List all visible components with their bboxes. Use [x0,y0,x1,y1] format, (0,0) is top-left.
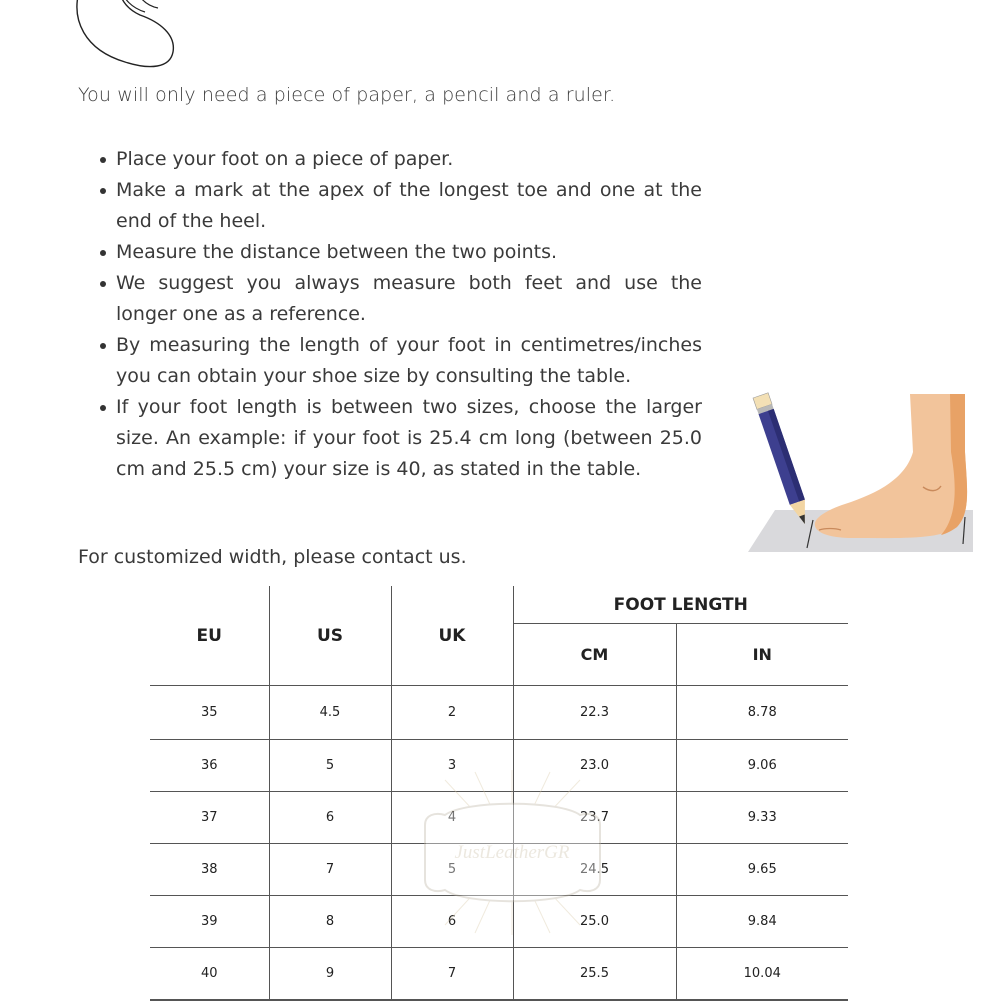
table-row [150,896,848,948]
cell-in: 9.65 [676,844,848,896]
cell-uk: 5 [391,844,513,896]
list-item: By measuring the length of your foot in centimetres/inches you can obtain your shoe size by consulting the table. [98,330,702,392]
header-us: US [269,586,391,686]
instructions-list [98,144,702,485]
list-item: If your foot length is between two sizes, choose the larger size. An example: if your foot is 25.4 cm long (between 25.0 cm and 25.5 cm) your size is 40, as stated in the table. [98,392,702,485]
table-row [150,844,848,896]
table-row [150,686,848,740]
shoe-sketch-icon [40,0,210,75]
contact-text: For customized width, please contact us. [78,546,467,568]
cell-us: 4.5 [269,686,391,740]
header-foot-length: FOOT LENGTH [513,586,848,624]
cell-uk: 3 [391,740,513,792]
cell-in: 10.04 [676,948,848,1000]
cell-in: 9.33 [676,792,848,844]
cell-uk: 4 [391,792,513,844]
watermark-text: JustLeatherGR [454,842,570,863]
cell-us: 8 [269,896,391,948]
foot-measuring-pencil-icon [745,392,973,554]
cell-uk: 6 [391,896,513,948]
cell-uk: 2 [391,686,513,740]
cell-us: 9 [269,948,391,1000]
list-item: We suggest you always measure both feet and use the longer one as a reference. [98,268,702,330]
cell-cm: 25.0 [513,896,676,948]
cell-cm: 25.5 [513,948,676,1000]
list-item: Make a mark at the apex of the longest toe and one at the end of the heel. [98,175,702,237]
cell-eu: 38 [150,844,269,896]
table-row [150,948,848,1000]
cell-uk: 7 [391,948,513,1000]
header-in: IN [676,624,848,686]
table-row [150,792,848,844]
intro-text: You will only need a piece of paper, a pencil and a ruler. [78,84,616,106]
header-eu: EU [150,586,269,686]
cell-in: 9.06 [676,740,848,792]
header-uk: UK [391,586,513,686]
size-table [150,586,848,1001]
cell-eu: 37 [150,792,269,844]
cell-in: 9.84 [676,896,848,948]
cell-cm: 23.0 [513,740,676,792]
header-cm: CM [513,624,676,686]
cell-us: 7 [269,844,391,896]
cell-eu: 40 [150,948,269,1000]
cell-cm: 22.3 [513,686,676,740]
cell-cm: 24.5 [513,844,676,896]
cell-eu: 39 [150,896,269,948]
list-item: Measure the distance between the two points. [98,237,702,268]
cell-us: 5 [269,740,391,792]
cell-cm: 23.7 [513,792,676,844]
cell-in: 8.78 [676,686,848,740]
cell-eu: 36 [150,740,269,792]
table-row [150,740,848,792]
cell-eu: 35 [150,686,269,740]
cell-us: 6 [269,792,391,844]
list-item: Place your foot on a piece of paper. [98,144,702,175]
